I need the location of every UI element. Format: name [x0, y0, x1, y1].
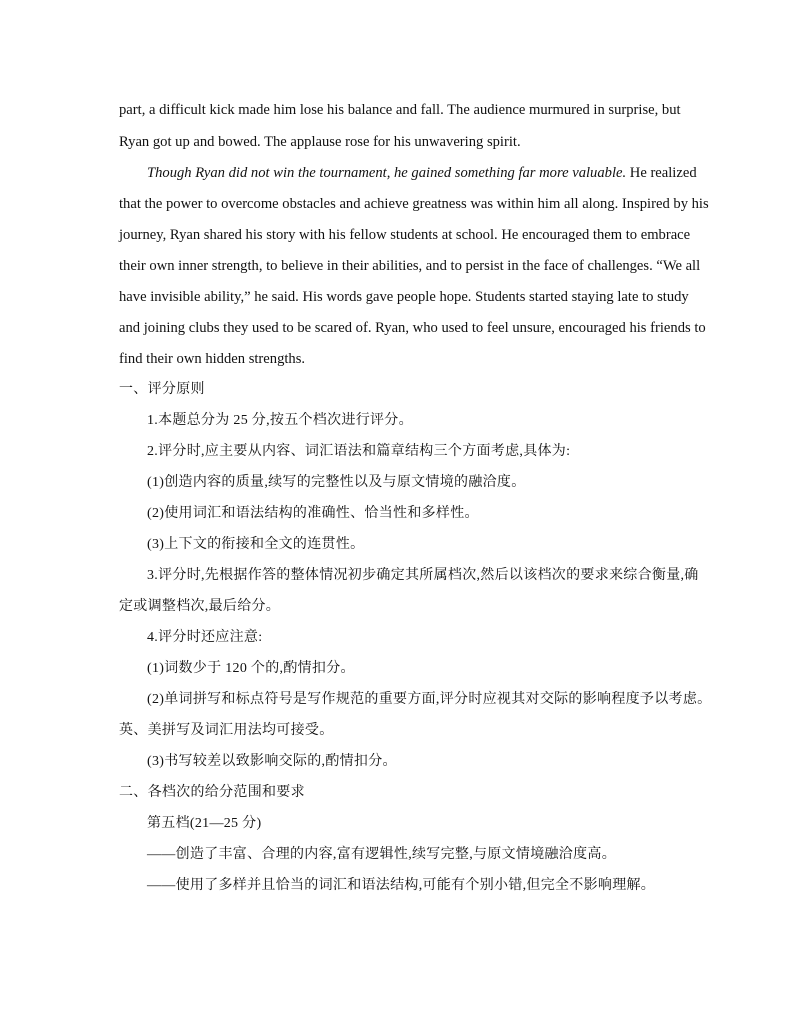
- story-line-5: journey, Ryan shared his story with his fellow students at school. He encouraged them to embrace: [119, 227, 691, 243]
- band-5-title: 第五档(21—25 分): [147, 816, 262, 831]
- story-line-9: find their own hidden strengths.: [119, 351, 306, 367]
- principle-item-2-sub-3: (3)上下文的衔接和全文的连贯性。: [147, 537, 365, 552]
- story-line-2: Ryan got up and bowed. The applause rose for his unwavering spirit.: [119, 134, 521, 150]
- section-heading-ranges: 二、各档次的给分范围和要求: [119, 785, 305, 800]
- story-line-1: part, a difficult kick made him lose his balance and fall. The audience murmured in surprise, but: [119, 102, 681, 118]
- story-italic-sentence: Though Ryan did not win the tournament, he gained something far more valuable.: [147, 165, 627, 181]
- principle-item-4-sub-3: (3)书写较差以致影响交际的,酌情扣分。: [147, 754, 397, 769]
- story-line-8: and joining clubs they used to be scared of. Ryan, who used to feel unsure, encouraged his friends to: [119, 320, 706, 336]
- story-line-7: have invisible ability,” he said. His words gave people hope. Students started staying late to study: [119, 289, 689, 305]
- principle-item-4-sub-1: (1)词数少于 120 个的,酌情扣分。: [147, 661, 355, 676]
- band-5-item-1: ——创造了丰富、合理的内容,富有逻辑性,续写完整,与原文情境融洽度高。: [147, 847, 616, 862]
- principle-item-4: 4.评分时还应注意:: [147, 630, 263, 645]
- principle-item-2: 2.评分时,应主要从内容、词汇语法和篇章结构三个方面考虑,具体为:: [147, 444, 571, 459]
- section-heading-principles: 一、评分原则: [119, 382, 205, 397]
- principle-item-4-sub-2-line-1: (2)单词拼写和标点符号是写作规范的重要方面,评分时应视其对交际的影响程度予以考虑。: [147, 692, 712, 707]
- story-paragraph-2-line-1: [147, 164, 697, 182]
- story-sentence-start: He realized: [626, 165, 697, 181]
- story-line-4: that the power to overcome obstacles and achieve greatness was within him all along. Inspired by his: [119, 196, 709, 212]
- principle-item-4-sub-2-line-2: 英、美拼写及词汇用法均可接受。: [119, 723, 334, 738]
- principle-item-2-sub-2: (2)使用词汇和语法结构的准确性、恰当性和多样性。: [147, 506, 479, 521]
- band-5-item-2: ——使用了多样并且恰当的词汇和语法结构,可能有个别小错,但完全不影响理解。: [147, 878, 656, 893]
- principle-item-1: 1.本题总分为 25 分,按五个档次进行评分。: [147, 413, 413, 428]
- story-line-6: their own inner strength, to believe in their abilities, and to persist in the face of challenges. “We all: [119, 258, 701, 274]
- principle-item-2-sub-1: (1)创造内容的质量,续写的完整性以及与原文情境的融洽度。: [147, 475, 526, 490]
- principle-item-3-line-1: 3.评分时,先根据作答的整体情况初步确定其所属档次,然后以该档次的要求来综合衡量,确: [147, 568, 699, 583]
- principle-item-3-line-2: 定或调整档次,最后给分。: [119, 599, 281, 614]
